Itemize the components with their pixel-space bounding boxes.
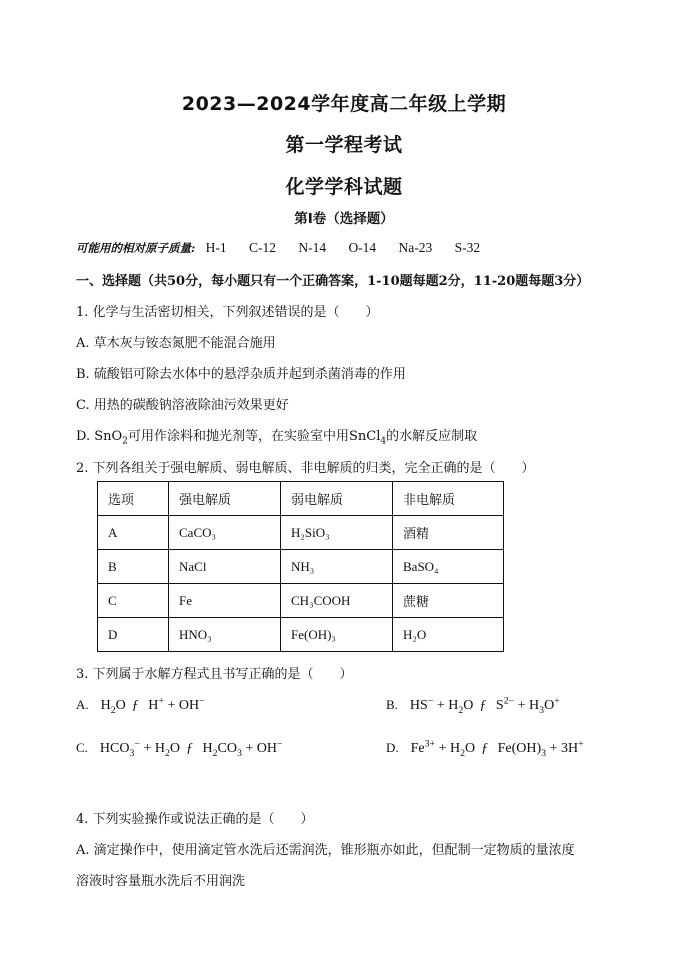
section-heading: 一、选择题（共50分，每小题只有一个正确答案，1-10题每题2分，11-20题每题3分） [76,274,590,289]
option-tag: C. [76,740,88,755]
table-header-cell: 弱电解质 [281,482,393,516]
q2-stem: 2. 下列各组关于强电解质、弱电解质、非电解质的归类，完全正确的是（ ） [76,461,535,476]
equilibrium-arrow: ƒ [131,698,139,713]
table-cell: C [98,584,169,618]
table-cell: A [98,516,169,550]
table-cell: HNO₃ [169,618,281,652]
q1-d-sub: 4 [380,436,387,447]
q4-option-a-line1: A. 滴定操作中，使用滴定管水洗后还需润洗，锥形瓶亦如此，但配制一定物质的量浓度 [76,843,575,858]
equilibrium-arrow: ƒ [185,741,193,756]
equilibrium-arrow: ƒ [479,698,487,713]
table-cell: CaCO₃ [169,516,281,550]
q3-stem: 3. 下列属于水解方程式且书写正确的是（ ） [76,667,353,682]
table-row [98,618,504,652]
q1-d-text: 的水解反应制取 [386,429,478,444]
table-row [98,516,504,550]
table-cell: D [98,618,169,652]
option-tag: B. [386,697,398,712]
q1-stem: 1. 化学与生活密切相关，下列叙述错误的是（ ） [76,305,379,320]
q1-option-d [76,425,478,447]
q1-d-text: 可用作涂料和抛光剂等，在实验室中用SnCl [127,429,381,444]
table-cell: 蔗糖 [393,584,504,618]
table-header-cell: 非电解质 [393,482,504,516]
atomic-masses [76,240,498,256]
q3-option-d: D. $Fe^{3+} + H_2O$ ƒ $Fe(OH)_3 + 3H^+$ [386,738,584,759]
atomic-masses-label: 可能用的相对原子质量: [76,241,196,255]
table-cell: CH₃COOH [281,584,393,618]
atomic-mass-item: N-14 [298,240,327,255]
atomic-mass-item: H-1 [205,240,227,255]
table-header-cell: 强电解质 [169,482,281,516]
q3-option-a: A. $H_2O$ ƒ H+ + OH− [76,695,205,716]
table-row [98,550,504,584]
q3-option-b: B. $HS^- + H_2O$ ƒ $S^{2-} + H_3O^+$ [386,695,560,716]
table-header-cell: 选项 [98,482,169,516]
q1-option-a: A. 草木灰与铵态氮肥不能混合施用 [76,336,276,351]
table-cell: NaCl [169,550,281,584]
exam-title-stage: 第一学程考试 [285,134,403,156]
electrolyte-table [97,481,504,652]
q4-stem: 4. 下列实验操作或说法正确的是（ ） [76,812,314,827]
atomic-mass-item: S-32 [454,240,481,255]
option-tag: D. [386,740,399,755]
q1-d-sub: 2 [122,436,128,447]
exam-title-year: 2023—2024学年度高二年级上学期 [181,93,507,115]
table-cell: NH₃ [281,550,393,584]
volume-heading: 第I卷（选择题） [294,211,394,227]
exam-title-subject: 化学学科试题 [285,176,403,198]
table-cell: BaSO₄ [393,550,504,584]
q1-option-b: B. 硫酸铝可除去水体中的悬浮杂质并起到杀菌消毒的作用 [76,367,406,382]
atomic-mass-item: O-14 [348,240,377,255]
table-cell: 酒精 [393,516,504,550]
q4-option-a-line2: 溶液时容量瓶水洗后不用润洗 [76,874,246,889]
table-cell: H₂O [393,618,504,652]
q1-d-text: D. SnO [76,429,123,444]
table-header-row [98,482,504,516]
option-tag: A. [76,697,89,712]
atomic-mass-item: Na-23 [398,240,433,255]
table-cell: Fe(OH)₃ [281,618,393,652]
table-cell: B [98,550,169,584]
table-cell: H₂SiO₃ [281,516,393,550]
table-row [98,584,504,618]
q1-option-c: C. 用热的碳酸钠溶液除油污效果更好 [76,398,289,413]
equilibrium-arrow: ƒ [481,741,489,756]
q3-option-c: C. $HCO_3^- + H_2O$ ƒ $H_2CO_3 + OH^-$ [76,738,283,759]
atomic-mass-item: C-12 [248,240,276,255]
table-cell: Fe [169,584,281,618]
